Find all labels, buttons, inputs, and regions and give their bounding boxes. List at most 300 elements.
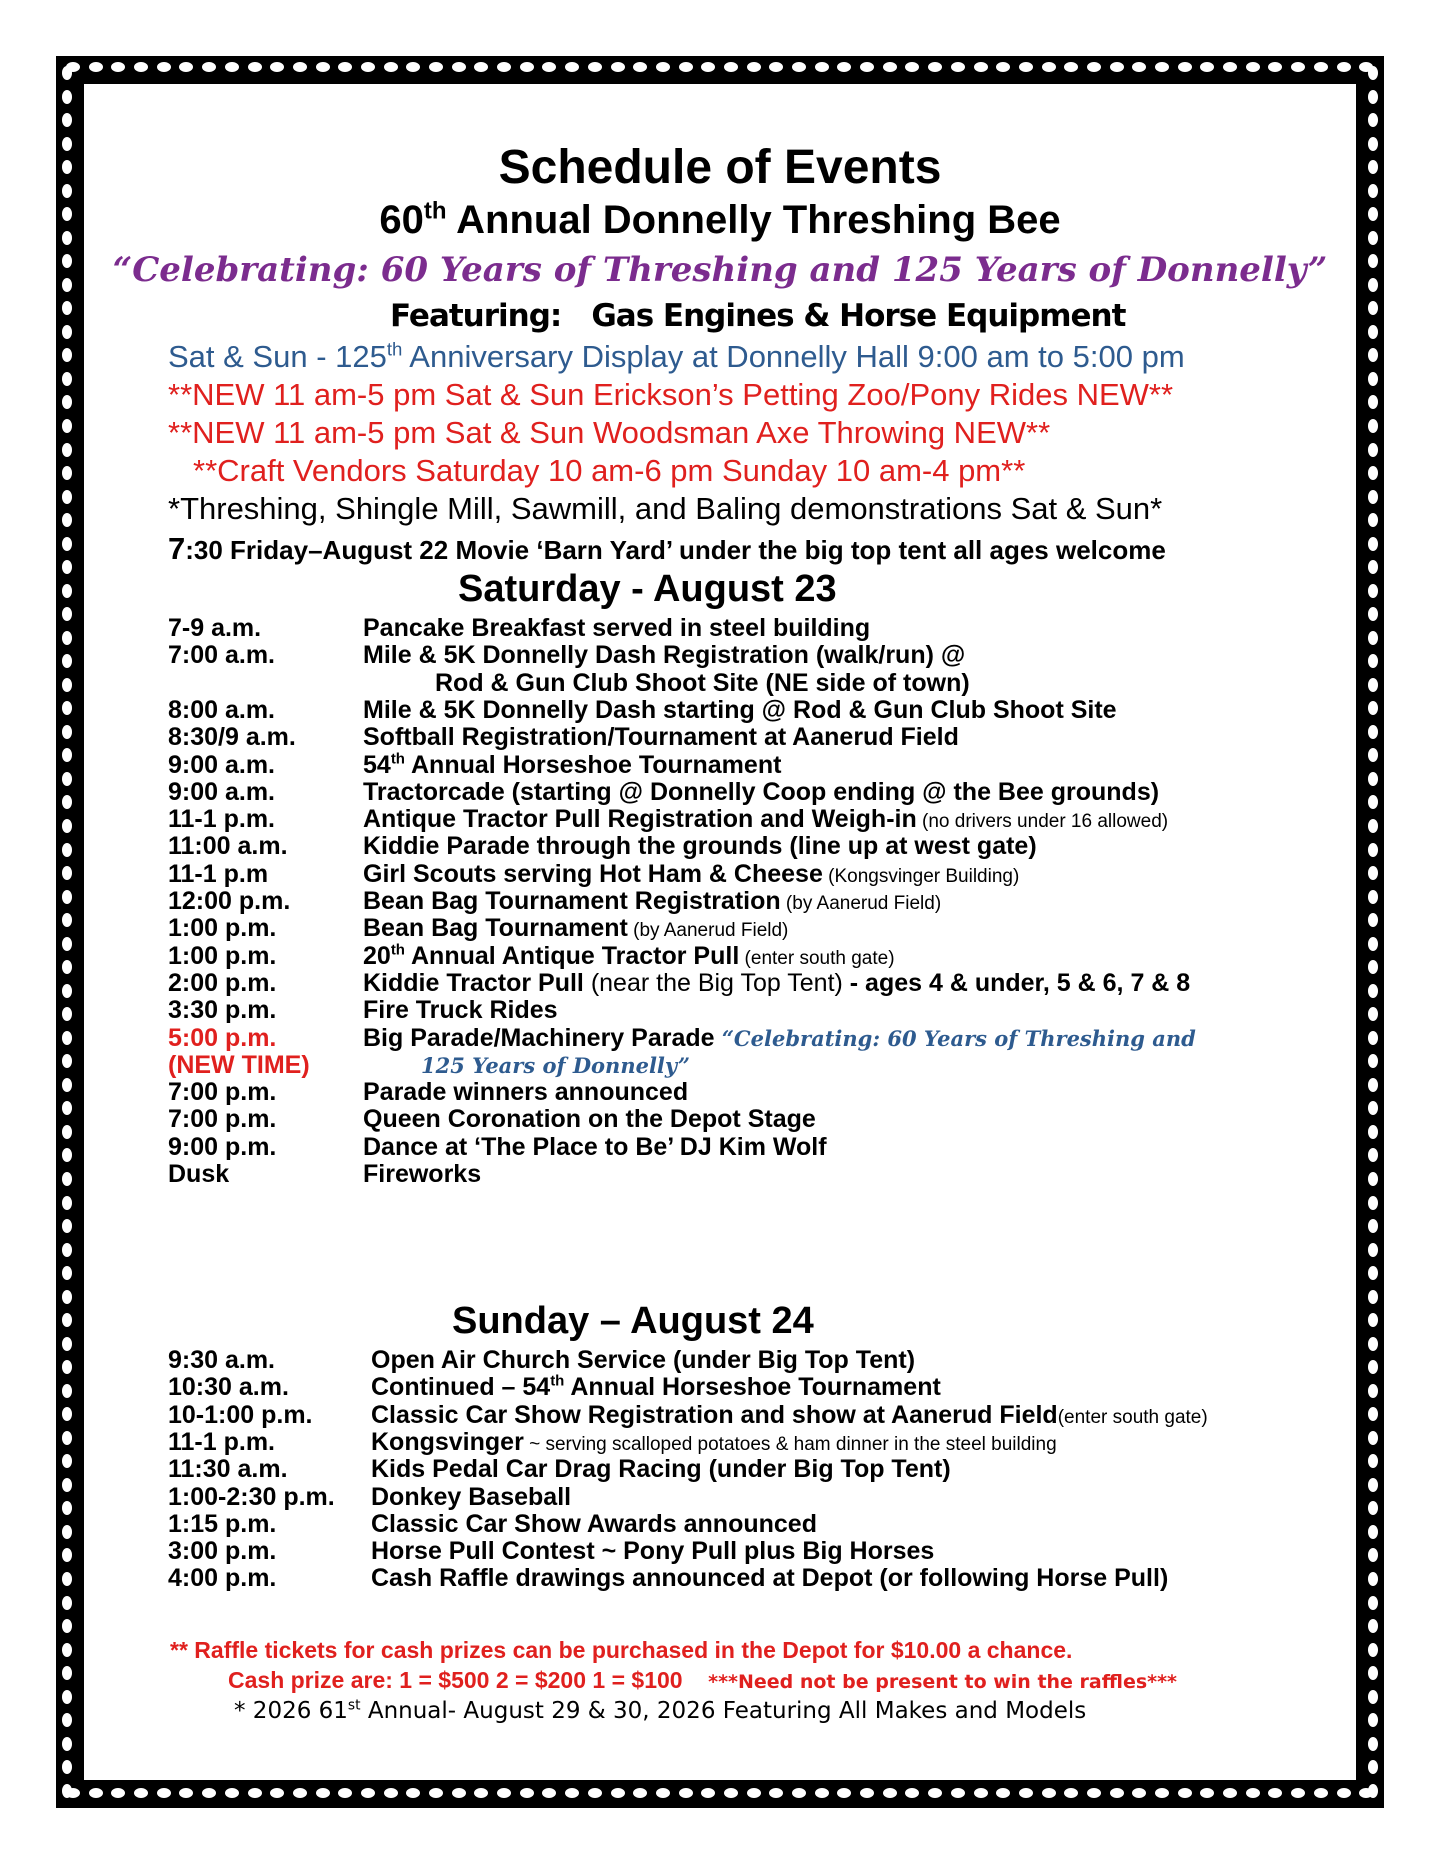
border-dot <box>1368 1196 1378 1210</box>
schedule-time: 11:00 a.m. <box>168 832 288 861</box>
border-dot <box>883 62 897 72</box>
border-dot <box>996 1788 1010 1798</box>
border-dot <box>62 890 72 904</box>
schedule-description: Kiddie Tractor Pull (near the Big Top Tent) - ages 4 & under, 5 & 6, 7 & 8 <box>363 968 1191 997</box>
page-title: Schedule of Events <box>498 141 942 194</box>
border-dot <box>62 1737 72 1751</box>
border-dots-left <box>61 66 73 1798</box>
border-dot <box>62 1243 72 1257</box>
border-dot <box>1368 1148 1378 1162</box>
border-dot <box>62 1313 72 1327</box>
border-dot <box>62 1078 72 1092</box>
border-dot <box>1155 62 1169 72</box>
schedule-time: 7-9 a.m. <box>168 614 262 642</box>
border-dot <box>1368 348 1378 362</box>
border-dot <box>588 62 602 72</box>
border-dot <box>860 1788 874 1798</box>
border-dot <box>62 1713 72 1727</box>
border-dot <box>62 607 72 621</box>
border-dot <box>62 1266 72 1280</box>
border-dot <box>1042 1788 1056 1798</box>
border-dot <box>1368 890 1378 904</box>
border-dot <box>62 631 72 645</box>
schedule-description: Rod & Gun Club Shoot Site (NE side of town) <box>435 668 970 697</box>
raffle-notice: ** Raffle tickets for cash prizes can be purchased in the Depot for $10.00 a chance. <box>170 1637 1073 1663</box>
border-dot <box>1268 1788 1282 1798</box>
schedule-time: 9:00 p.m. <box>168 1132 277 1161</box>
border-dot <box>474 62 488 72</box>
border-dot <box>62 1572 72 1586</box>
border-dot <box>1368 1572 1378 1586</box>
border-dot <box>270 62 284 72</box>
border-dot <box>62 866 72 880</box>
border-dot <box>679 1788 693 1798</box>
border-dot <box>316 1788 330 1798</box>
border-dot <box>769 62 783 72</box>
border-dot <box>1291 1788 1305 1798</box>
schedule-time: 7:00 p.m. <box>168 1105 277 1134</box>
border-dot <box>429 1788 443 1798</box>
border-dot <box>1368 937 1378 951</box>
border-dot <box>384 62 398 72</box>
border-dot <box>62 725 72 739</box>
schedule-description: Softball Registration/Tournament at Aanerud Field <box>363 723 959 752</box>
border-dot <box>1019 62 1033 72</box>
border-dot <box>1337 1788 1351 1798</box>
border-dot <box>62 1172 72 1186</box>
border-dot <box>248 1788 262 1798</box>
border-dot <box>62 395 72 409</box>
schedule-time: Dusk <box>168 1160 230 1188</box>
border-dot <box>111 1788 125 1798</box>
schedule-description: Queen Coronation on the Depot Stage <box>363 1105 816 1134</box>
border-dot <box>62 1337 72 1351</box>
border-dot <box>62 537 72 551</box>
border-dot <box>62 1596 72 1610</box>
border-dot <box>361 1788 375 1798</box>
saturday-heading: Saturday - August 23 <box>458 568 837 610</box>
border-dot <box>62 348 72 362</box>
border-dot <box>1200 1788 1214 1798</box>
schedule-time: 1:00-2:30 p.m. <box>168 1482 335 1511</box>
border-dot <box>951 62 965 72</box>
border-dot <box>62 466 72 480</box>
border-dot <box>928 1788 942 1798</box>
border-dot <box>1368 1737 1378 1751</box>
border-dots-bottom <box>66 1787 1374 1799</box>
border-dot <box>62 584 72 598</box>
border-dot <box>62 513 72 527</box>
border-dot <box>1042 62 1056 72</box>
border-dot <box>656 1788 670 1798</box>
schedule-description: Classic Car Show Awards announced <box>371 1509 817 1538</box>
schedule-time: 5:00 p.m. <box>168 1023 277 1052</box>
border-dot <box>1178 1788 1192 1798</box>
border-dot <box>951 1788 965 1798</box>
schedule-time: 7:00 p.m. <box>168 1078 277 1107</box>
border-dot <box>1368 1784 1378 1798</box>
border-dot <box>293 1788 307 1798</box>
border-dot <box>611 62 625 72</box>
border-dot <box>588 1788 602 1798</box>
border-dot <box>1368 819 1378 833</box>
border-dot <box>1087 62 1101 72</box>
border-dot <box>1368 1078 1378 1092</box>
schedule-description: Continued – 54th Annual Horseshoe Tournament <box>371 1372 941 1402</box>
schedule-description: Big Parade/Machinery Parade “Celebrating: 60 Years of Threshing and <box>363 1023 1196 1052</box>
sunday-heading: Sunday – August 24 <box>452 1300 814 1342</box>
border-dot <box>1368 1290 1378 1304</box>
border-dot <box>338 1788 352 1798</box>
border-dot <box>1368 466 1378 480</box>
schedule-time: 9:00 a.m. <box>168 777 276 806</box>
schedule-time: 11-1 p.m. <box>168 805 275 834</box>
border-dot <box>62 1760 72 1774</box>
border-dot <box>1368 1596 1378 1610</box>
border-dot <box>1368 1054 1378 1068</box>
border-dot <box>1368 90 1378 104</box>
border-dot <box>1368 1619 1378 1633</box>
border-dot <box>111 62 125 72</box>
border-dot <box>384 1788 398 1798</box>
border-dot <box>62 1360 72 1374</box>
border-dot <box>1368 1548 1378 1562</box>
border-dot <box>701 1788 715 1798</box>
border-dot <box>1368 66 1378 80</box>
border-dot <box>883 1788 897 1798</box>
border-dot <box>542 62 556 72</box>
border-dot <box>62 795 72 809</box>
border-dot <box>62 301 72 315</box>
border-dot <box>406 62 420 72</box>
schedule-time: 11-1 p.m. <box>168 1427 275 1456</box>
border-dot <box>1368 1360 1378 1374</box>
schedule-description: 54th Annual Horseshoe Tournament <box>363 750 782 779</box>
schedule-description: Kongsvinger ~ serving scalloped potatoes & ham dinner in the steel building <box>371 1427 1057 1456</box>
border-dot <box>62 1784 72 1798</box>
border-dot <box>1110 62 1124 72</box>
border-dot <box>701 62 715 72</box>
schedule-description: Girl Scouts serving Hot Ham & Cheese (Kongsvinger Building) <box>363 859 1020 888</box>
tagline: “Celebrating: 60 Years of Threshing and 125 Years of Donnelly” <box>112 250 1328 290</box>
border-dot <box>1064 1788 1078 1798</box>
border-dot <box>62 372 72 386</box>
border-dot <box>974 62 988 72</box>
schedule-time: (NEW TIME) <box>168 1050 310 1079</box>
border-dot <box>1368 1266 1378 1280</box>
border-dot <box>633 62 647 72</box>
border-dot <box>565 1788 579 1798</box>
border-dot <box>1368 1125 1378 1139</box>
border-dot <box>202 62 216 72</box>
border-dot <box>1368 1431 1378 1445</box>
border-dot <box>62 1454 72 1468</box>
schedule-description: Pancake Breakfast served in steel building <box>363 614 871 642</box>
border-dot <box>134 62 148 72</box>
border-dot <box>62 1007 72 1021</box>
schedule-time: 12:00 p.m. <box>168 887 291 915</box>
border-dot <box>62 843 72 857</box>
border-dot <box>316 62 330 72</box>
border-dot <box>1368 1101 1378 1115</box>
border-dot <box>1368 537 1378 551</box>
border-dot <box>62 937 72 951</box>
schedule-description: Mile & 5K Donnelly Dash starting @ Rod & Gun Club Shoot Site <box>363 695 1117 724</box>
border-dot <box>1368 1713 1378 1727</box>
border-dot <box>1368 1478 1378 1492</box>
border-dot <box>1368 913 1378 927</box>
border-dot <box>62 443 72 457</box>
border-dot <box>62 1478 72 1492</box>
border-dot <box>62 325 72 339</box>
border-dot <box>62 1125 72 1139</box>
border-dot <box>1368 1313 1378 1327</box>
page-subtitle: 60th Annual Donnelly Threshing Bee <box>379 197 1061 242</box>
border-dot <box>62 1525 72 1539</box>
schedule-description: Bean Bag Tournament Registration (by Aanerud Field) <box>363 887 942 915</box>
border-dot <box>679 62 693 72</box>
border-dot <box>1268 62 1282 72</box>
anniversary-display: Sat & Sun - 125th Anniversary Display at Donnelly Hall 9:00 am to 5:00 pm <box>168 338 1185 374</box>
border-dot <box>724 62 738 72</box>
schedule-time: 1:15 p.m. <box>168 1509 277 1538</box>
border-dot <box>1368 419 1378 433</box>
movie-notice: 7:30 Friday–August 22 Movie ‘Barn Yard’ under the big top tent all ages welcome <box>168 531 1166 566</box>
border-dot <box>520 62 534 72</box>
border-dot <box>747 62 761 72</box>
border-dot <box>1246 1788 1260 1798</box>
border-dot <box>248 62 262 72</box>
border-dot <box>905 1788 919 1798</box>
border-dot <box>1368 701 1378 715</box>
border-dot <box>815 1788 829 1798</box>
schedule-description: Tractorcade (starting @ Donnelly Coop ending @ the Bee grounds) <box>363 777 1160 806</box>
border-dot <box>62 1101 72 1115</box>
border-dot <box>1291 62 1305 72</box>
next-year-notice: * 2026 61st Annual- August 29 & 30, 2026 Featuring All Makes and Models <box>234 1697 1087 1724</box>
border-dot <box>62 419 72 433</box>
border-dot <box>1368 301 1378 315</box>
border-dot <box>406 1788 420 1798</box>
border-dot <box>1368 1760 1378 1774</box>
border-dots-top <box>66 61 1374 73</box>
border-dot <box>89 1788 103 1798</box>
border-dot <box>1246 62 1260 72</box>
border-dot <box>62 1501 72 1515</box>
featuring-line: Featuring: Gas Engines & Horse Equipment <box>390 298 1126 334</box>
border-dot <box>497 1788 511 1798</box>
border-dot <box>1368 1243 1378 1257</box>
border-dot <box>1368 443 1378 457</box>
border-dot <box>497 62 511 72</box>
border-dot <box>1368 631 1378 645</box>
border-dot <box>1368 1525 1378 1539</box>
schedule-time: 2:00 p.m. <box>168 968 277 997</box>
border-dot <box>225 1788 239 1798</box>
border-dot <box>62 1548 72 1562</box>
border-dot <box>452 62 466 72</box>
border-dot <box>1368 1407 1378 1421</box>
craft-vendors-notice: **Craft Vendors Saturday 10 am-6 pm Sunday 10 am-4 pm** <box>193 453 1026 488</box>
border-dot <box>542 1788 556 1798</box>
schedule-description: 125 Years of Donnelly” <box>421 1052 690 1078</box>
border-dot <box>1087 1788 1101 1798</box>
petting-zoo-notice: **NEW 11 am-5 pm Sat & Sun Erickson’s Petting Zoo/Pony Rides NEW** <box>168 377 1174 412</box>
schedule-time: 10-1:00 p.m. <box>168 1400 313 1429</box>
border-dot <box>157 1788 171 1798</box>
schedule-description: Antique Tractor Pull Registration and Weigh-in (no drivers under 16 allowed) <box>363 805 1169 834</box>
border-dot <box>62 984 72 998</box>
schedule-time: 10:30 a.m. <box>168 1373 289 1402</box>
border-dot <box>565 62 579 72</box>
border-dot <box>62 1407 72 1421</box>
border-dot <box>157 62 171 72</box>
border-dot <box>179 62 193 72</box>
border-dot <box>62 654 72 668</box>
border-dot <box>1155 1788 1169 1798</box>
schedule-time: 8:00 a.m. <box>168 695 276 724</box>
border-dot <box>62 1643 72 1657</box>
border-dot <box>62 1690 72 1704</box>
border-dot <box>1368 1172 1378 1186</box>
border-dot <box>815 62 829 72</box>
schedule-description: Horse Pull Contest ~ Pony Pull plus Big Horses <box>371 1537 935 1566</box>
border-dot <box>62 1666 72 1680</box>
border-dot <box>1314 62 1328 72</box>
border-dot <box>1132 1788 1146 1798</box>
border-dot <box>1368 1031 1378 1045</box>
border-dot <box>1368 1219 1378 1233</box>
schedule-description: Cash Raffle drawings announced at Depot (or following Horse Pull) <box>371 1564 1169 1593</box>
border-dot <box>429 62 443 72</box>
border-dot <box>1223 1788 1237 1798</box>
border-dot <box>62 560 72 574</box>
schedule-description: Mile & 5K Donnelly Dash Registration (walk/run) @ <box>363 641 966 670</box>
border-dot <box>656 62 670 72</box>
border-dot <box>1368 113 1378 127</box>
border-dot <box>62 1431 72 1445</box>
border-dot <box>62 772 72 786</box>
border-dot <box>62 1031 72 1045</box>
border-dot <box>202 1788 216 1798</box>
border-dot <box>1368 1690 1378 1704</box>
prize-line: Cash prize are: 1 = $500 2 = $200 1 = $100 ***Need not be present to win the raffles*** <box>228 1667 1177 1693</box>
border-dot <box>792 62 806 72</box>
border-dot <box>62 678 72 692</box>
border-dot <box>62 1148 72 1162</box>
border-dot <box>905 62 919 72</box>
schedule-description: 20th Annual Antique Tractor Pull (enter south gate) <box>363 941 895 970</box>
border-dot <box>1368 1666 1378 1680</box>
border-dot <box>62 1196 72 1210</box>
schedule-description: Open Air Church Service (under Big Top Tent) <box>371 1346 916 1374</box>
border-dot <box>62 819 72 833</box>
demonstrations-notice: *Threshing, Shingle Mill, Sawmill, and Baling demonstrations Sat & Sun* <box>168 491 1163 526</box>
border-dot <box>1368 1384 1378 1398</box>
border-dot <box>1368 772 1378 786</box>
border-dot <box>89 62 103 72</box>
schedule-time: 3:00 p.m. <box>168 1537 277 1566</box>
border-dot <box>1368 795 1378 809</box>
border-dot <box>1064 62 1078 72</box>
schedule-description: Classic Car Show Registration and show at Aanerud Field(enter south gate) <box>371 1400 1208 1429</box>
border-dot <box>1132 62 1146 72</box>
border-dot <box>837 62 851 72</box>
border-dot <box>1368 1337 1378 1351</box>
border-dot <box>1368 1501 1378 1515</box>
border-dots-right <box>1367 66 1379 1798</box>
border-dot <box>1368 725 1378 739</box>
border-dot <box>62 490 72 504</box>
border-dot <box>1368 560 1378 574</box>
schedule-time: 11:30 a.m. <box>168 1455 288 1484</box>
schedule-description: Kiddie Parade through the grounds (line up at west gate) <box>363 832 1037 861</box>
border-dot <box>62 913 72 927</box>
schedule-description: Fire Truck Rides <box>363 996 558 1025</box>
border-dot <box>1368 513 1378 527</box>
schedule-time: 4:00 p.m. <box>168 1564 277 1593</box>
border-dot <box>792 1788 806 1798</box>
border-dot <box>1368 607 1378 621</box>
border-dot <box>270 1788 284 1798</box>
border-dot <box>611 1788 625 1798</box>
border-dot <box>1368 654 1378 668</box>
border-dot <box>520 1788 534 1798</box>
border-dot <box>1368 372 1378 386</box>
border-dot <box>293 62 307 72</box>
border-dot <box>338 62 352 72</box>
border-dot <box>452 1788 466 1798</box>
schedule-description: Donkey Baseball <box>371 1482 572 1511</box>
border-dot <box>1314 1788 1328 1798</box>
border-dot <box>62 1054 72 1068</box>
border-dot <box>633 1788 647 1798</box>
border-dot <box>928 62 942 72</box>
border-dot <box>1368 325 1378 339</box>
border-dot <box>62 1290 72 1304</box>
schedule-time: 9:00 a.m. <box>168 750 276 779</box>
schedule-time: 1:00 p.m. <box>168 914 277 943</box>
border-dot <box>974 1788 988 1798</box>
schedule-time: 7:00 a.m. <box>168 641 276 670</box>
border-dot <box>1368 960 1378 974</box>
border-dot <box>860 62 874 72</box>
border-dot <box>62 1619 72 1633</box>
border-dot <box>62 1219 72 1233</box>
border-dot <box>1223 62 1237 72</box>
border-dot <box>837 1788 851 1798</box>
schedule-description: Fireworks <box>363 1160 482 1188</box>
border-dot <box>1200 62 1214 72</box>
schedule-time: 8:30/9 a.m. <box>168 723 296 752</box>
border-dot <box>62 1384 72 1398</box>
border-dot <box>62 960 72 974</box>
border-dot <box>62 701 72 715</box>
border-dot <box>1368 584 1378 598</box>
border-dot <box>62 748 72 762</box>
border-dot <box>1019 1788 1033 1798</box>
schedule-description: Bean Bag Tournament (by Aanerud Field) <box>363 914 789 943</box>
schedule-description: Kids Pedal Car Drag Racing (under Big Top Tent) <box>371 1455 951 1484</box>
border-dot <box>1368 395 1378 409</box>
border-dot <box>1368 843 1378 857</box>
border-dot <box>1337 62 1351 72</box>
border-dot <box>62 113 72 127</box>
border-dot <box>134 1788 148 1798</box>
border-dot <box>62 90 72 104</box>
border-dot <box>769 1788 783 1798</box>
border-dot <box>474 1788 488 1798</box>
